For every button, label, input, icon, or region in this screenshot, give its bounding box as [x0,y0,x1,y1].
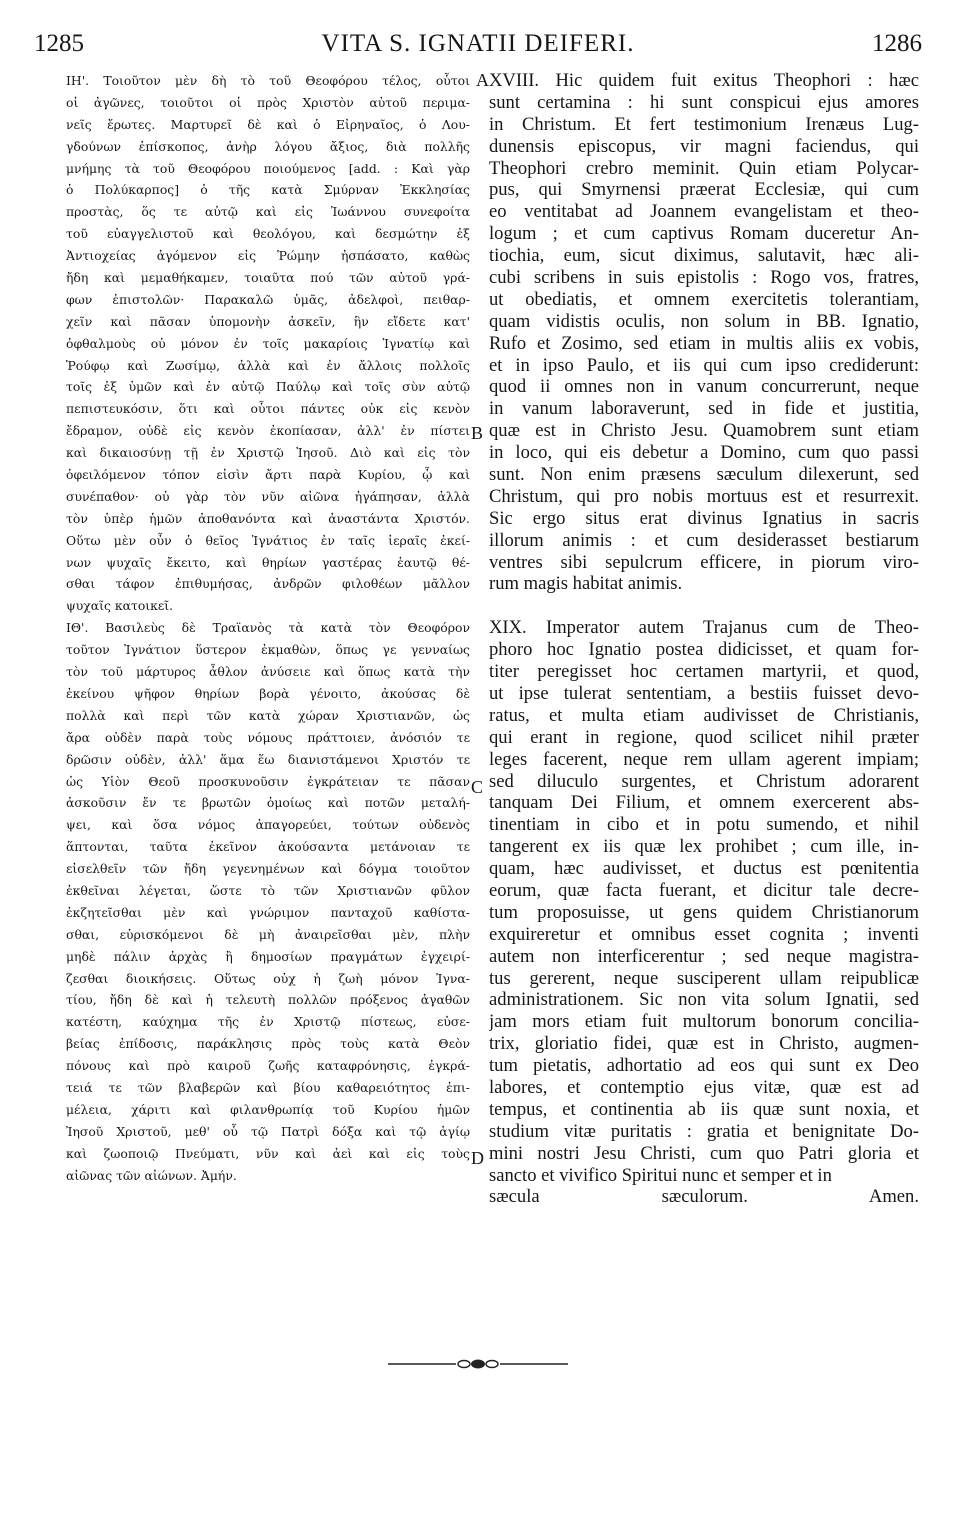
greek-text-line: τίου, ἤδη δὲ καὶ ἡ τελευτὴ πολλῶν πρόξενος ἀγαθῶν [66,992,470,1008]
latin-text-line: ut obediatis, et omnem exercitetis tolerantiam, [489,288,919,310]
latin-text-line: eorum, quæ facta fuerant, et dicitur tale decre- [489,879,919,901]
greek-text-line: εἰσελθεῖν τῶν ἤδη γεγενημένων καὶ δόγμα τοιοῦτον [66,861,470,877]
latin-text-line: pus, qui Smyrnensi præerat Ecclesiæ, qui cum [489,179,919,201]
latin-column [489,70,919,1208]
latin-text-line: qui erant in regione, quod scilicet nihil præter [489,726,919,748]
greek-text-line: χεῖν καὶ πᾶσαν ὑπομονὴν ἀσκεῖν, ἣν εἴδετε κατ' [66,313,470,329]
latin-text-line: quam vidistis oculis, non solum in BB. Ignatio, [489,310,919,332]
latin-text-line: tum proposuisse, ut gens quidem Christianorum [489,901,919,923]
greek-text-line: ἔδραμον, οὐδὲ εἰς κενὸν ἐκοπίασαν, ἀλλ' ἐν πίστει [66,423,470,439]
greek-text-line: βείας ἐπίδοσις, παράκλησις πρὸς τοὺς κατὰ Θεὸν [66,1036,470,1052]
greek-text-line: πολλὰ καὶ περὶ τῶν κατὰ χώραν Χριστιανῶν, ὡς [66,707,470,723]
greek-text-line: τοῖς ἐξ ὑμῶν καὶ ἐν αὐτῷ Παύλῳ καὶ τοῖς σὺν αὐτῷ [66,379,470,395]
greek-text-line: αἰῶνας τῶν αἰώνων. Ἀμήν. [66,1167,237,1183]
latin-text-line: dunensis episcopus, vir magni faciendus, qui [489,135,919,157]
latin-text-line: mini nostri Jesu Christi, cum quo Patri gloria et [489,1142,919,1164]
greek-text-line: γδούνων ἐπίσκοπος, ἀνὴρ λόγου ἄξιος, διὰ πολλῆς [66,138,470,154]
greek-text-line: ἤδη καὶ μεμαθήκαμεν, τοιαῦτα πού τῶν αὐτοῦ γρά- [66,270,470,286]
page-number-right: 1286 [872,30,922,57]
end-ornament [388,1358,568,1370]
greek-text-line: Ἰησοῦ Χριστοῦ, μεθ' οὗ τῷ Πατρὶ δόξα καὶ τῷ ἁγίῳ [66,1123,470,1139]
latin-text-line: quam, hæc audivisset, et ductus est pœnitentia [489,858,919,880]
latin-text-line: XVIII. Hic quidem fuit exitus Theophori : hæc [489,70,919,91]
greek-text-line: Ἀντιοχείας ἀγόμενον εἰς Ῥώμην ἠσπάσατο, καθὼς [66,248,470,264]
greek-text-line: πόνους καὶ πρὸ καιροῦ ζωῆς καταφρόνησις, ἐγκρά- [66,1058,470,1074]
greek-text-line: ΙΘ'. Βασιλεὺς δὲ Τραϊανὸς τὰ κατὰ τὸν Θεοφόρον [66,620,470,636]
page-number-left: 1285 [34,30,84,57]
greek-text-line: τὸν ὑπὲρ ἡμῶν ἀποθανόντα καὶ ἀναστάντα Χριστόν. [66,510,470,526]
running-title: VITA S. IGNATII DEIFERI. [321,30,635,57]
greek-text-line: ζεσθαι διοικήσεις. Οὕτως οὐχ ἡ ζωὴ μόνον Ἰγνα- [66,970,470,986]
greek-text-line: ὀφθαλμοὺς οὐ μόνον ἐν τοῖς μακαρίοις Ἰγνατίῳ καὶ [66,335,470,351]
greek-text-line: Οὕτω μὲν οὖν ὁ θεῖος Ἰγνάτιος ἐν ταῖς ἱεραῖς ἐκεί- [66,532,470,548]
greek-text-line: οἱ ἀγῶνες, τοιοῦτοι οἱ πρὸς Χριστὸν αὐτοῦ περιμα- [66,94,470,110]
latin-text-line: Christum, qui pro nobis mortuus est et resurrexit. [489,485,919,507]
margin-marker-d: D [471,1148,484,1168]
running-header [34,30,922,66]
greek-text-line: ἐκείνου ψῆφον θηρίων βορὰ γένοιτο, ἀκούσας δὲ [66,685,470,701]
greek-text-line: κατέστη, καύχημα τῆς ἐν Χριστῷ πίστεως, εὐσε- [66,1014,470,1030]
greek-text-line: ὀφειλόμενον τόπον εἰσὶν ἄρτι παρὰ Κυρίου, ᾧ καὶ [66,467,470,483]
greek-text-line: τὸν τοῦ μάρτυρος ἆθλον ἀνύσειε καὶ ὅπως κατὰ τὴν [66,664,470,680]
latin-text-line: sæcula sæculorum. Amen. [489,1186,919,1208]
latin-text-line: studium vitæ puritatis : gratia et benignitate Do- [489,1120,919,1142]
latin-text-line: exquireretur et omnibus esset cognita ; inventi [489,923,919,945]
greek-text-line: σθαι, εὑρισκόμενοι δὲ μὴ ἀναιρεῖσθαι μὲν, πλὴν [66,926,470,942]
greek-text-line: δρῶσιν οὐδὲν, ἀλλ' ἅμα ἕω διανιστάμενοι Χριστόν τε [66,751,470,767]
latin-text-line: et in ipso Paulo, et iis qui cum ipso crediderunt: [489,354,919,376]
margin-marker-c: C [471,777,484,797]
greek-text-line: μέλεια, χάριτι καὶ φιλανθρωπίᾳ τοῦ Κυρίου ἡμῶν [66,1101,470,1117]
greek-text-line: ψυχαῖς κατοικεῖ. [66,598,174,614]
latin-text-line: labores, et contemptio ejus vitæ, quæ est ad [489,1076,919,1098]
latin-text-line: tempus, et continentia ab iis quæ sunt noxia, et [489,1098,919,1120]
greek-text-line: προστὰς, ὅς τε αὐτῷ καὶ εἰς Ἰωάννου συνεφοίτα [66,204,470,220]
latin-text-line: in Christum. Et fert testimonium Irenæus Lug- [489,113,919,135]
greek-text-line: τοῦ εὐαγγελιστοῦ καὶ θεολόγου, καὶ δεσμώτην ἐξ [66,226,470,242]
latin-text-line: rum magis habitat animis. [489,573,683,595]
latin-text-line: jam mors etiam fuit multorum bonorum concilia- [489,1011,919,1033]
greek-text-line: φων ἐπιστολῶν· Παρακαλῶ ὑμᾶς, ἀδελφοὶ, πειθαρ- [66,291,470,307]
greek-text-line: καὶ δικαιοσύνῃ τῇ ἐν Χριστῷ Ἰησοῦ. Διὸ καὶ εἰς τὸν [66,445,470,461]
latin-text-line: tangerent ex iis quæ lex prohibet ; cum ille, in- [489,836,919,858]
latin-text-line: tiochia, eum, sicut diximus, salutavit, hæc ali- [489,245,919,267]
latin-text-line: autem non interficerentur ; sed neque magistra- [489,945,919,967]
latin-text-line: illorum animis : et cum desiderasset bestiarum [489,529,919,551]
latin-text-line: logum ; et cum captivus Romam duceretur An- [489,223,919,245]
greek-text-line: Ῥούφῳ καὶ Ζωσίμῳ, ἀλλὰ καὶ ἐν ἄλλοις πολλοῖς [66,357,470,373]
latin-text-line: tanquam Dei Filium, et omnem exercerent abs- [489,792,919,814]
latin-text-line: tinentiam in cibo et in potu sumendo, et nihil [489,814,919,836]
latin-text-line: in vanum laboraverunt, sed in fide et justitia, [489,398,919,420]
greek-text-line: ἐκζητεῖσθαι μὲν καὶ γνώριμον πανταχοῦ καθίστα- [66,904,470,920]
latin-text-line: Sic ergo situs erat divinus Ignatius in sacris [489,507,919,529]
greek-text-line: ἐκθεῖναι λέγεται, ὥστε τὸ τῶν Χριστιανῶν φῦλον [66,882,470,898]
greek-text-line: ΙΗ'. Τοιοῦτον μὲν δὴ τὸ τοῦ Θεοφόρου τέλος, οὗτοι [66,73,470,88]
latin-text-line: phoro hoc Ignatio postea didicisset, et quam for- [489,639,919,661]
greek-text-line: καὶ ζωοποιῷ Πνεύματι, νῦν καὶ ἀεὶ καὶ εἰς τοὺς [66,1145,470,1161]
greek-text-line: συνέπαθον· οὐ γὰρ τὸν νῦν αἰῶνα ἠγάπησαν, ἀλλὰ [66,488,470,504]
latin-text-line: XIX. Imperator autem Trajanus cum de Theo- [489,617,919,639]
latin-text-line: administrationem. Sic non vita solum Ignatii, sed [489,989,919,1011]
greek-text-line: ἄρα οὐδὲν παρὰ τοὺς νόμους πράττοιεν, ἀνόσιόν τε [66,729,470,745]
greek-text-line: μηδὲ πάλιν ἀρχὰς ἢ δημοσίων πραγμάτων ἐγχειρί- [66,948,470,964]
margin-marker-a: A [476,70,489,90]
greek-text-line: σθαι τάφον ἐπιθυμήσας, ἀνδρῶν φιλοθέων μᾶλλον [66,576,470,592]
greek-text-line: τοῦτον Ἰγνάτιον ὕστερον ἐκμαθὼν, ὅπως γε γενναίως [66,642,470,658]
greek-text-line: νεῖς ἔρωτες. Μαρτυρεῖ δὲ καὶ ὁ Εἰρηναῖος, ὁ Λου- [66,116,470,132]
margin-marker-b: B [471,423,484,443]
greek-text-line: ὡς Υἱὸν Θεοῦ προσκυνοῦσιν ἐγκράτειαν τε πᾶσαν [66,773,470,789]
greek-column [66,70,470,1186]
latin-text-line: Theophori crebro meminit. Quin etiam Polycar- [489,157,919,179]
latin-text-line: sancto et vivifico Spiritui nunc et semper et in [489,1164,832,1186]
latin-text-line: eo ventitabat ad Joannem evangelistam et theo- [489,201,919,223]
greek-text-line: μνήμης τὰ τοῦ Θεοφόρου ποιούμενος [add. : Καὶ γὰρ [66,160,470,176]
latin-text-line: sed diluculo surgentes, et Christum adorarent [489,770,919,792]
greek-text-line: νων ψυχαῖς ἔκειτο, καὶ θηρίων γαστέρας ἑαυτῷ θέ- [66,554,470,570]
greek-text-line: ψει, καὶ ὅσα νόμος ἀπαγορεύει, τούτων οὐδενὸς [66,817,470,833]
latin-text-line: Rufo et Zosimo, sed etiam in multis aliis ex vobis, [489,332,919,354]
paragraph-gap [489,595,919,617]
latin-text-line: tum pietatis, adhortatio ad eos qui sunt ex Deo [489,1055,919,1077]
greek-text-line: ἀσκοῦσιν ἔν τε βρωτῶν ὁμοίως καὶ ποτῶν μεταλή- [66,795,470,811]
latin-text-line: ventres sibi sepulcrum efficere, in piorum viro- [489,551,919,573]
greek-text-line: πεπιστευκόσιν, ὅτι καὶ οὗτοι πάντες οὐκ εἰς κενὸν [66,401,470,417]
greek-text-line: ἅπτονται, ταῦτα ἐκεῖνον ἀκούσαντα μετάνοιαν τε [66,839,470,855]
greek-text-line: τειά τε τῶν βλαβερῶν καὶ βίου καθαρειότητος ἐπι- [66,1079,470,1095]
latin-text-line: quæ est in Christo Jesu. Quamobrem sunt etiam [489,420,919,442]
latin-text-line: in loco, qui eis debetur a Domino, cum quo passi [489,442,919,464]
latin-text-line: cubi scribens in suis epistolis : Rogo vos, fratres, [489,267,919,289]
latin-text-line: leges facerent, neque rem ullam agerent impiam; [489,748,919,770]
latin-text-line: quod ii omnes non in vanum concurrerunt, neque [489,376,919,398]
latin-text-line: titer peregisset hoc certamen martyrii, et quod, [489,661,919,683]
greek-text-line: ὁ Πολύκαρπος] ὁ τῆς κατὰ Σμύρναν Ἐκκλησίας [66,182,470,198]
latin-text-line: ut ipse tulerat sententiam, a bestiis fuisset devo- [489,682,919,704]
latin-text-line: tus gererent, neque susciperent ullam reipublicæ [489,967,919,989]
latin-text-line: trix, gloriatio fidei, quæ est in Christo, augmen- [489,1033,919,1055]
latin-text-line: sunt certamina : hi sunt conspicui ejus amores [489,91,919,113]
latin-text-line: ratus, et multa etiam audivisset de Christianis, [489,704,919,726]
latin-text-line: sunt. Non enim præsens sæculum dilexerunt, sed [489,464,919,486]
